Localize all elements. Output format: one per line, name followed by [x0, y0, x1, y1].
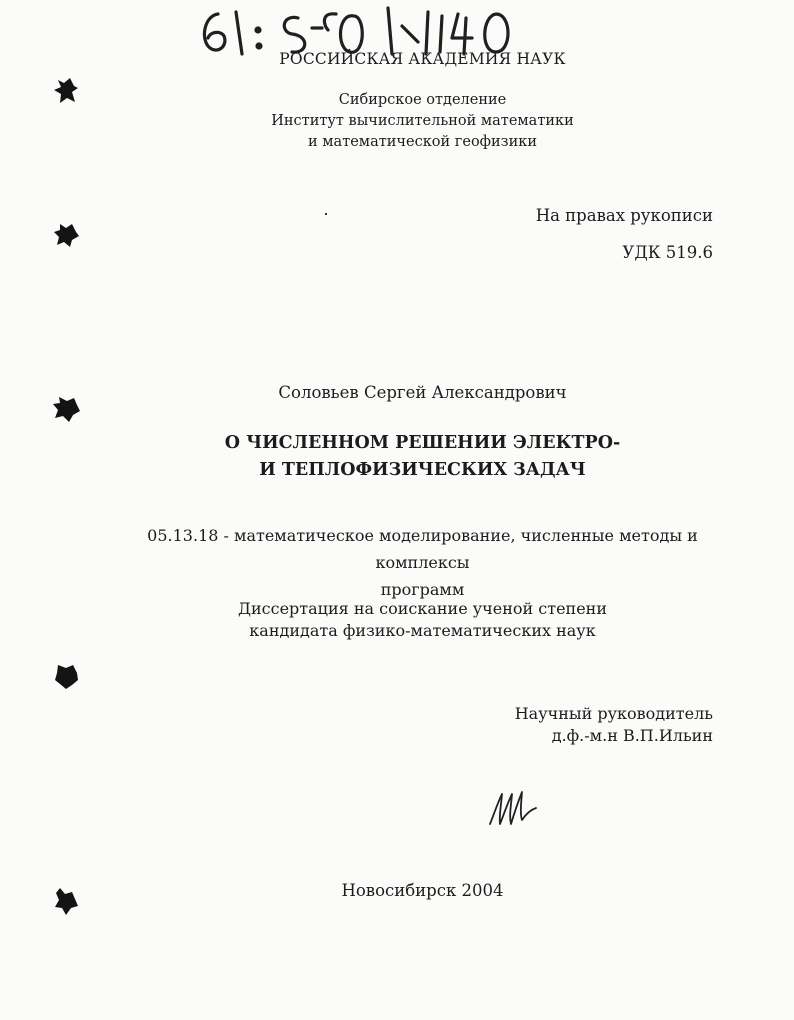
institute-name-line1: Институт вычислительной математики: [271, 113, 574, 129]
institute-name-line2: и математической геофизики: [308, 134, 537, 150]
udk-code: УДК 519.6: [622, 243, 713, 262]
dissertation-title: [0, 430, 794, 484]
speck: [325, 213, 327, 215]
signature-drawing: [484, 784, 544, 832]
specialty-line2: программ: [380, 580, 465, 599]
degree-line2: кандидата физико-математических наук: [249, 621, 596, 640]
academy-name: РОССИЙСКАЯ АКАДЕМИЯ НАУК: [279, 50, 566, 68]
author-name: Соловьев Сергей Александрович: [278, 383, 567, 402]
binding-hole-shape: [50, 884, 82, 916]
supervisor-block: [420, 703, 713, 747]
binding-hole-mark: [50, 660, 82, 692]
degree-statement: [0, 598, 794, 642]
degree-line1: Диссертация на соискание ученой степени: [237, 599, 607, 618]
specialty: [110, 522, 735, 603]
binding-hole-shape: [50, 392, 82, 424]
manuscript-rights: На правах рукописи: [535, 206, 713, 225]
branch-name: Сибирское отделение: [338, 92, 507, 108]
institute-block: [0, 90, 794, 153]
specialty-line1: 05.13.18 - математическое моделирование, численные методы и комплексы: [147, 526, 698, 572]
supervisor-role: Научный руководитель: [514, 704, 713, 723]
binding-hole-mark: [50, 218, 82, 250]
binding-hole-shape: [50, 660, 82, 692]
supervisor-name: д.ф.-м.н В.П.Ильин: [551, 726, 713, 745]
binding-hole-shape: [50, 218, 82, 250]
binding-hole-mark: [50, 74, 82, 106]
binding-hole-mark: [50, 392, 82, 424]
binding-hole-mark: [50, 884, 82, 916]
binding-hole-shape: [50, 74, 82, 106]
title-line1: О ЧИСЛЕННОМ РЕШЕНИИ ЭЛЕКТРО-: [224, 433, 621, 453]
city-year: Новосибирск 2004: [341, 881, 504, 900]
title-line2: И ТЕПЛОФИЗИЧЕСКИХ ЗАДАЧ: [259, 460, 586, 480]
signature: [484, 784, 544, 832]
